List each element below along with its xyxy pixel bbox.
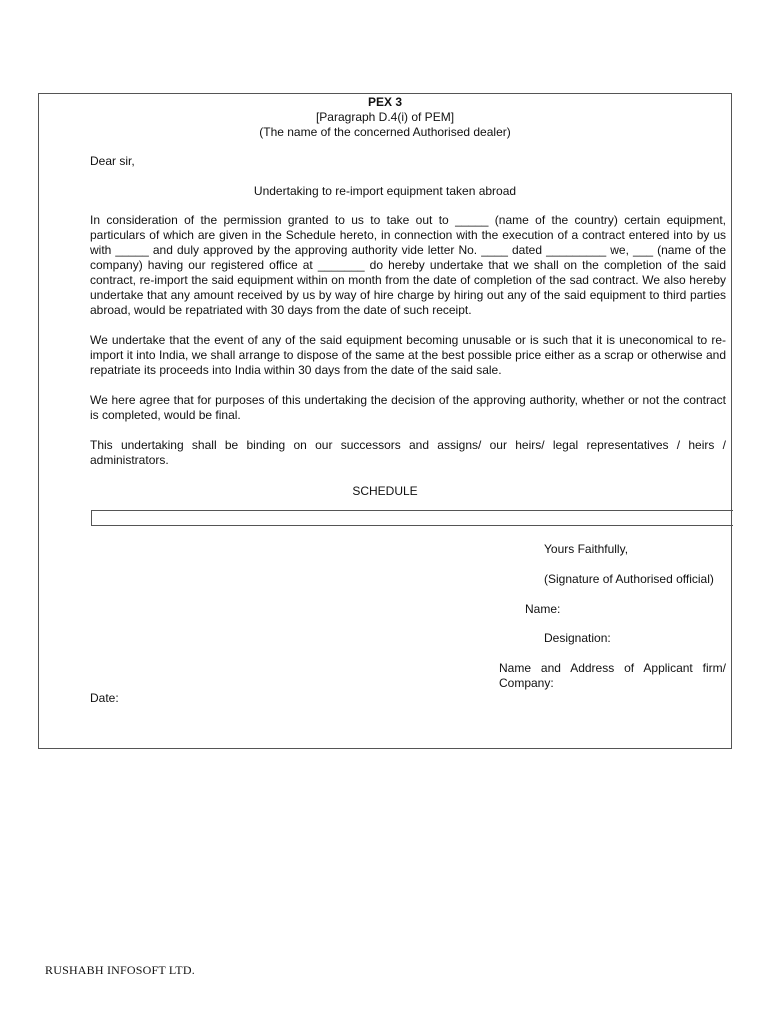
- paragraph-reference: [Paragraph D.4(i) of PEM]: [315, 110, 455, 124]
- form-frame: [38, 93, 732, 749]
- name-label: Name:: [525, 602, 561, 616]
- form-code: PEX 3: [367, 95, 403, 109]
- signature-label: (Signature of Authorised official): [544, 572, 714, 586]
- designation-label: Designation:: [544, 631, 611, 645]
- applicant-label: Name and Address of Applicant firm/ Company:: [499, 661, 726, 690]
- paragraph-unusable-equipment: We undertake that the event of any of the said equipment becoming unusable or is such that it is uneconomical to re-import it into India, we shall arrange to dispose of the same at the best possible price either as a scrap or otherwise and repatriate its proceeds into India within 30 days from the date of the said sale.: [90, 333, 726, 377]
- paragraph-binding: This undertaking shall be binding on our successors and assigns/ our heirs/ legal representatives / heirs / administrators.: [90, 438, 726, 467]
- date-label: Date:: [90, 691, 119, 705]
- paragraph-consideration: In consideration of the permission granted to us to take out to _____ (name of the country) certain equipment, particulars of which are given in the Schedule hereto, in connection with the execution of a contract entered into by us with _____ and duly approved by the approving authority vide letter No. ____ dated _________ we, ___ (name of the company) having our registered office at _______ do hereby undertake that we shall on the completion of the said contract, re-import the said equipment within on month from the date of completion of the sad contract. We also hereby undertake that any amount received by us by way of hire charge by hiring out any of the said equipment to third parties abroad, would be repatriated with 30 days from the date of such receipt.: [90, 213, 726, 317]
- closing: Yours Faithfully,: [544, 542, 629, 556]
- schedule-box: [91, 510, 733, 526]
- footer-company: RUSHABH INFOSOFT LTD.: [45, 963, 195, 977]
- schedule-heading: SCHEDULE: [352, 484, 418, 498]
- salutation: Dear sir,: [90, 154, 135, 168]
- paragraph-decision-final: We here agree that for purposes of this undertaking the decision of the approving authority, whether or not the contract is completed, would be final.: [90, 393, 726, 422]
- subject-line: Undertaking to re-import equipment taken abroad: [253, 184, 517, 198]
- addressee: (The name of the concerned Authorised dealer): [259, 125, 511, 139]
